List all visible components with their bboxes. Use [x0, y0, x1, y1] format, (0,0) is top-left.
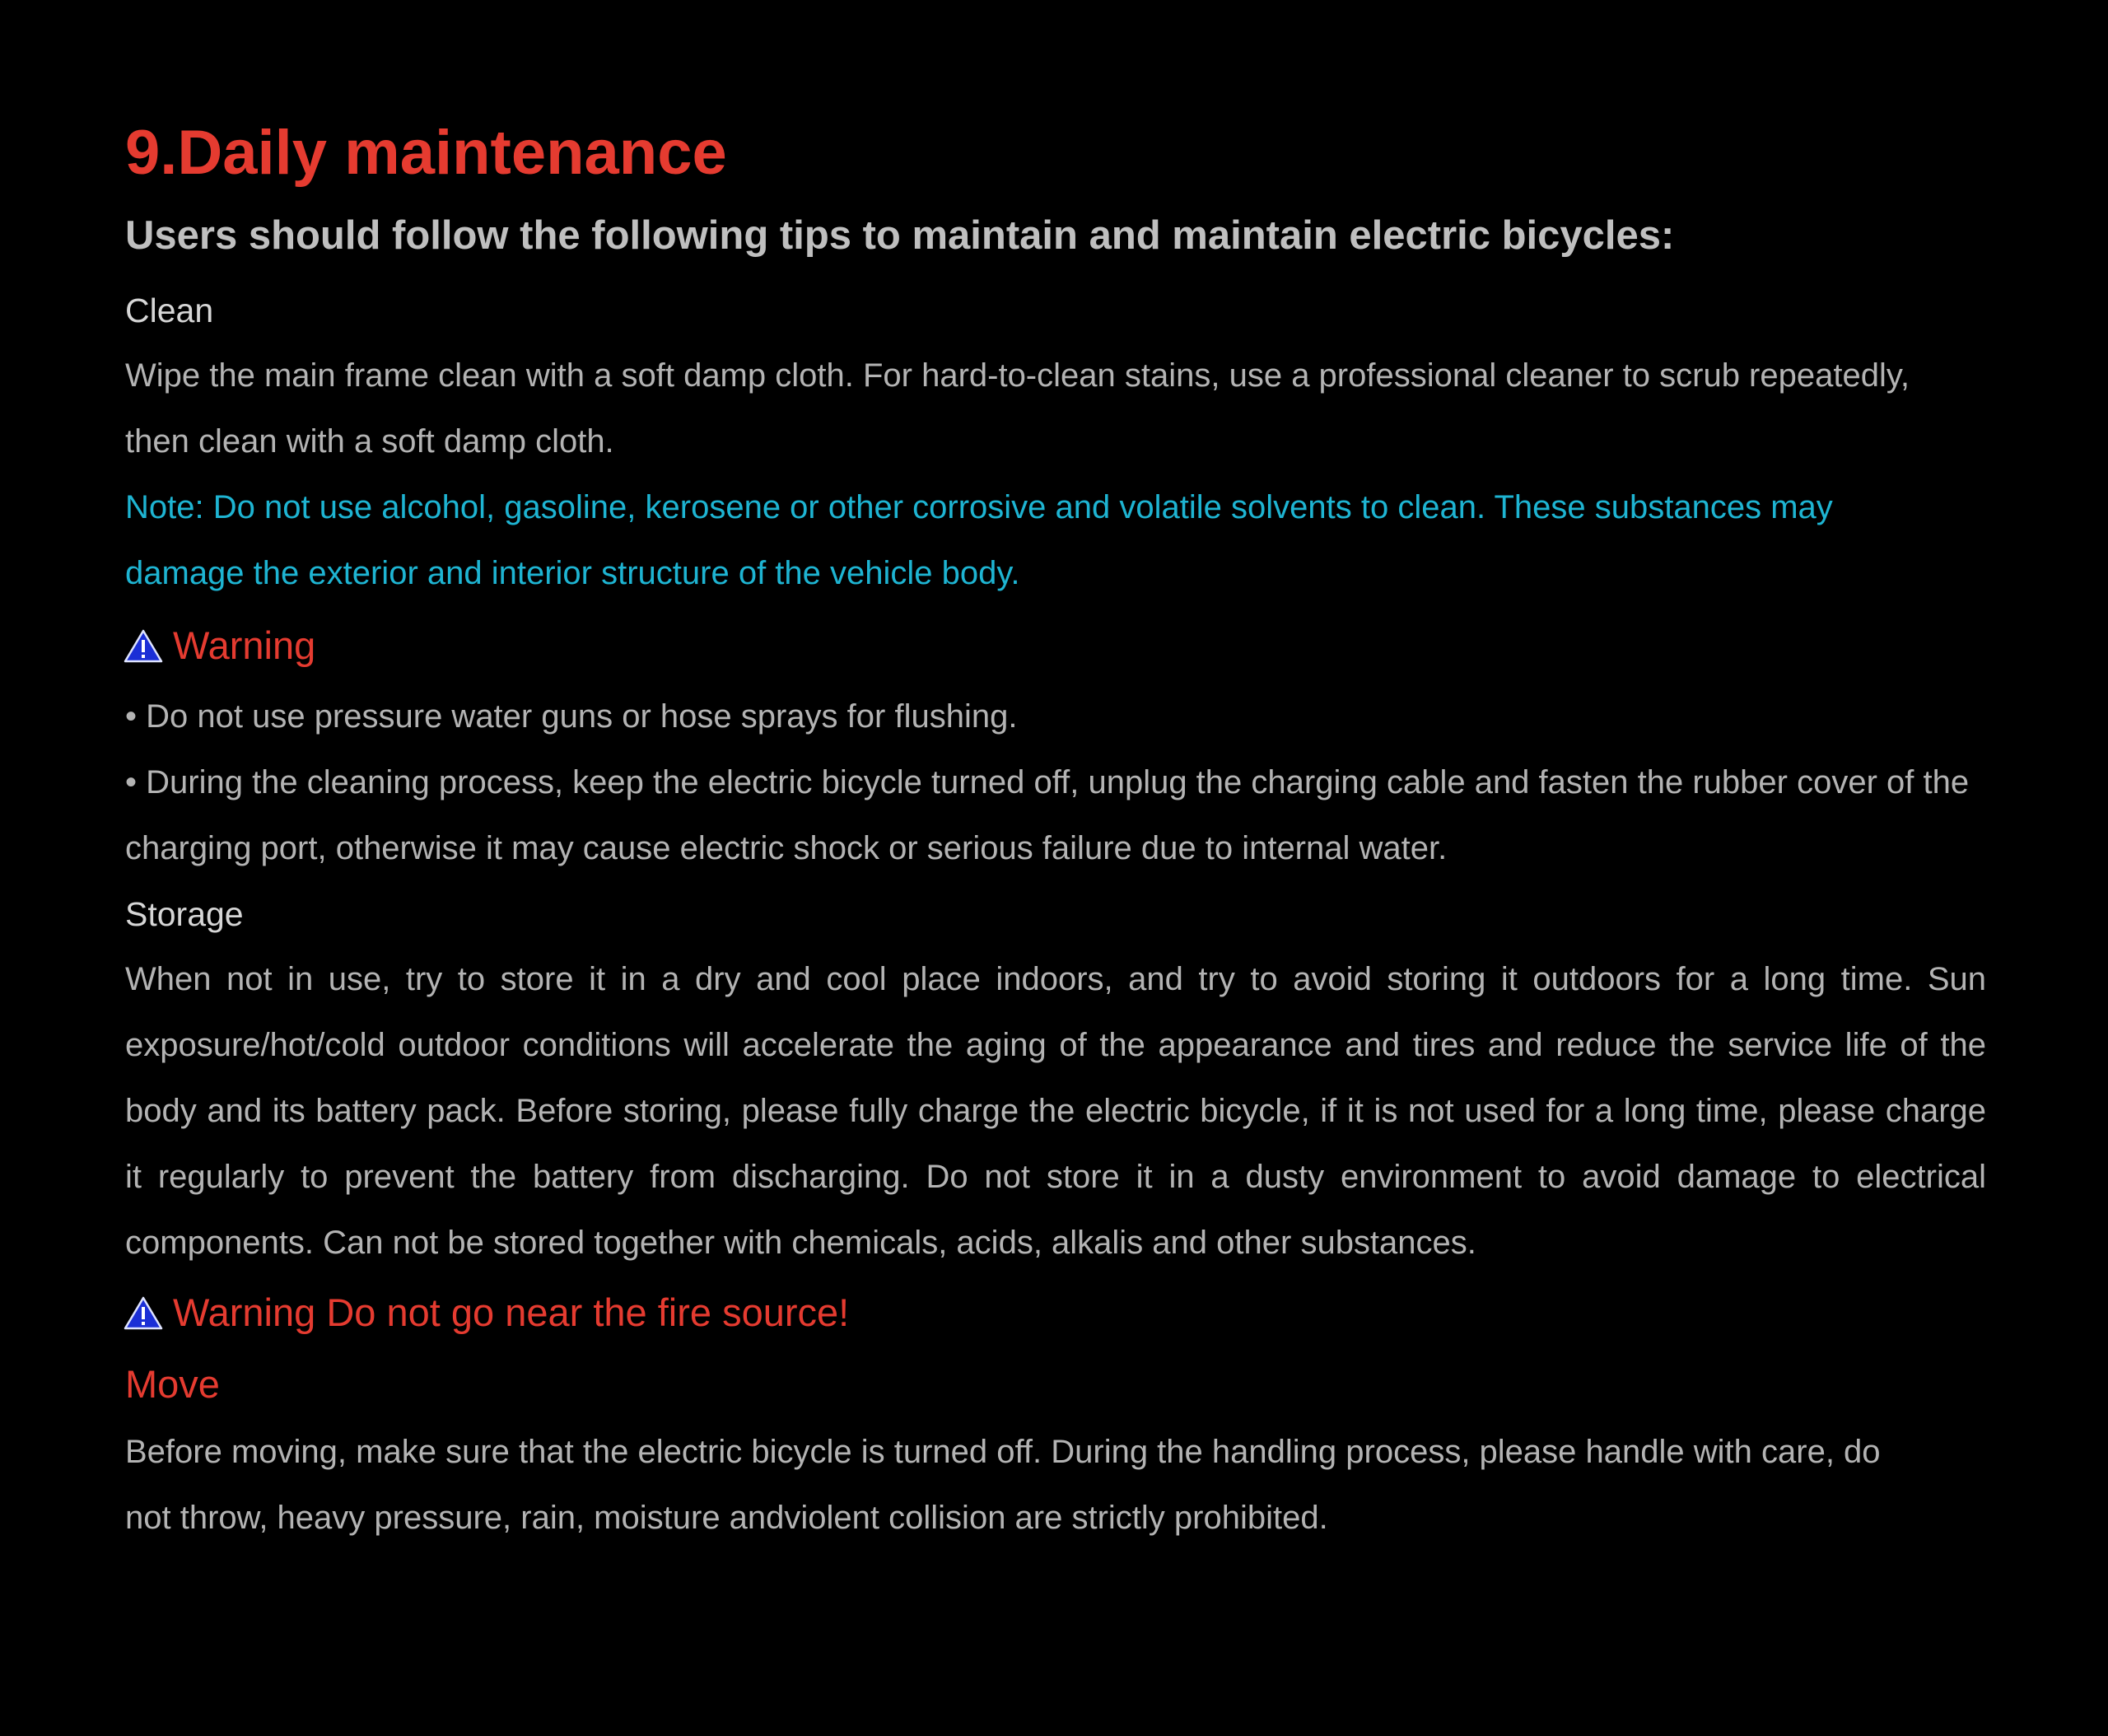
clean-body-line-2: then clean with a soft damp cloth.	[125, 423, 614, 460]
warning-triangle-icon	[124, 628, 163, 663]
note-label: Note:	[125, 489, 204, 525]
warning-cleaning	[124, 621, 315, 670]
note-text: Do not use alcohol, gasoline, kerosene or other corrosive and volatile solvents to clean. These substances may	[203, 489, 1833, 525]
storage-body-line-4: it regularly to prevent the battery from discharging. Do not store it in a dusty environment to avoid damage to electrical	[125, 1159, 1986, 1195]
warning-cleaning-bullets	[125, 684, 1986, 881]
clean-body	[125, 343, 1986, 474]
page-subtitle: Users should follow the following tips to maintain and maintain electric bicycles:	[125, 213, 1675, 258]
clean-heading: Clean	[125, 292, 214, 329]
warning-bullet-1: • Do not use pressure water guns or hose sprays for flushing.	[125, 698, 1018, 735]
clean-note-line-1	[125, 474, 1986, 540]
warning-triangle-icon	[124, 1295, 163, 1330]
storage-body-line-2: exposure/hot/cold outdoor conditions will accelerate the aging of the appearance and tires and reduce the service life of the	[125, 1027, 1986, 1063]
storage-body-line-5: components. Can not be stored together with chemicals, acids, alkalis and other substances.	[125, 1225, 1476, 1261]
warning-label: Warning	[173, 623, 316, 667]
warning-fire-label: Warning Do not go near the fire source!	[173, 1290, 850, 1334]
move-body	[125, 1419, 1986, 1551]
clean-note	[125, 474, 1986, 606]
warning-fire	[124, 1288, 849, 1337]
storage-body	[125, 946, 1986, 1276]
move-body-line-2: not throw, heavy pressure, rain, moisture andviolent collision are strictly prohibited.	[125, 1500, 1328, 1536]
clean-note-line-2: damage the exterior and interior structure of the vehicle body.	[125, 555, 1020, 591]
clean-body-line-1: Wipe the main frame clean with a soft damp cloth. For hard-to-clean stains, use a professional cleaner to scrub repeatedly,	[125, 357, 1910, 394]
move-body-line-1: Before moving, make sure that the electric bicycle is turned off. During the handling process, please handle with care, do	[125, 1434, 1881, 1470]
move-heading: Move	[125, 1362, 220, 1406]
warning-bullet-2-line-2: charging port, otherwise it may cause electric shock or serious failure due to internal water.	[125, 830, 1448, 866]
storage-body-line-1: When not in use, try to store it in a dry and cool place indoors, and try to avoid storing it outdoors for a long time. Sun	[125, 961, 1986, 997]
storage-body-line-3: body and its battery pack. Before storing, please fully charge the electric bicycle, if it is not used for a long time, please charge	[125, 1093, 1986, 1129]
storage-heading: Storage	[125, 895, 244, 933]
page-title: 9.Daily maintenance	[125, 118, 727, 188]
warning-bullet-2-line-1: • During the cleaning process, keep the electric bicycle turned off, unplug the charging cable and fasten the rubber cover of the	[125, 764, 1970, 800]
